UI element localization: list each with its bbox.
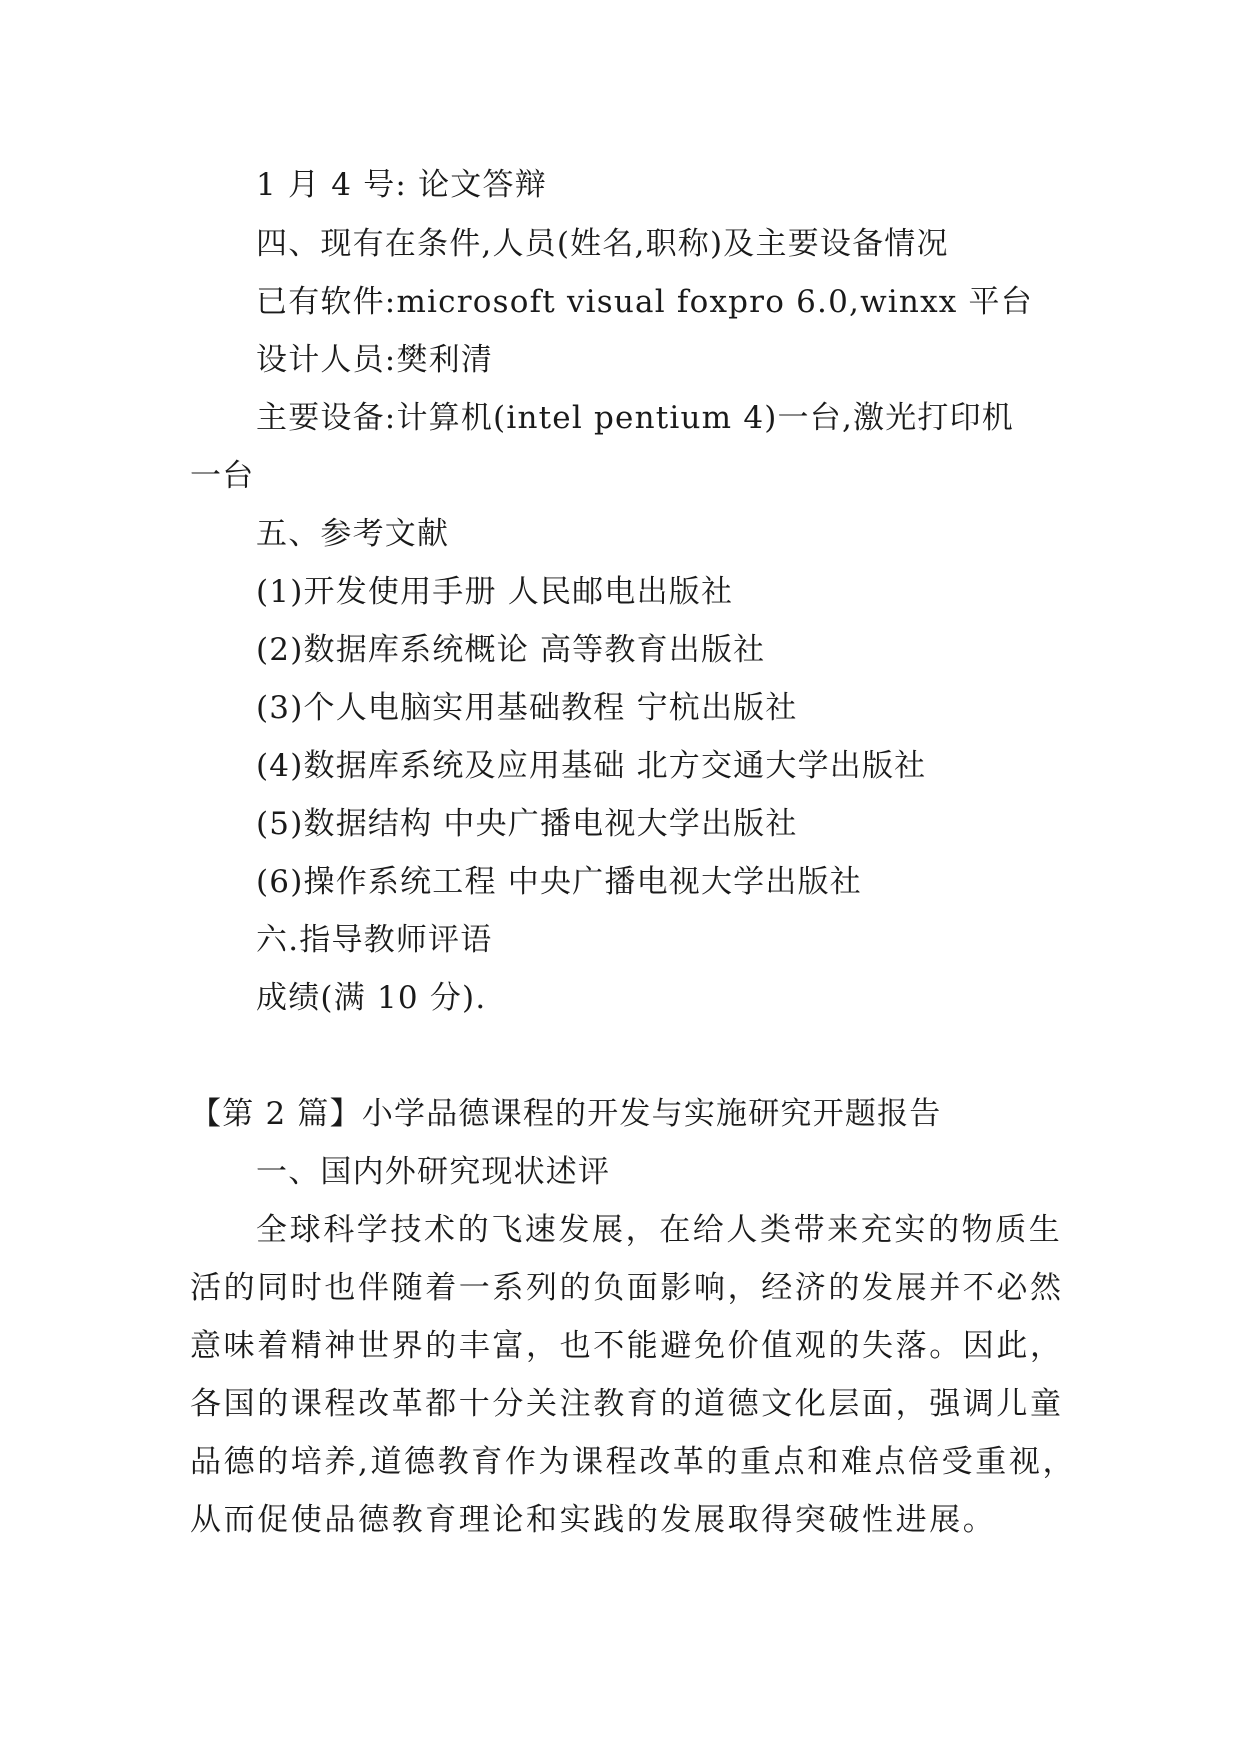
reference-item: (2)数据库系统概论 高等教育出版社 — [256, 632, 766, 668]
designer-line: 设计人员:樊利清 — [256, 342, 494, 378]
reference-item: (6)操作系统工程 中央广播电视大学出版社 — [256, 864, 862, 900]
equipment-line-continued: 一台 — [190, 458, 255, 494]
section-heading-references: 五、参考文献 — [256, 516, 450, 552]
paragraph-line: 活的同时也伴随着一系列的负面影响，经济的发展并不必然 — [190, 1270, 1064, 1306]
paragraph-line: 全球科学技术的飞速发展，在给人类带来充实的物质生 — [256, 1212, 1063, 1248]
reference-item: (5)数据结构 中央广播电视大学出版社 — [256, 806, 798, 842]
paragraph-line: 意味着精神世界的丰富，也不能避免价值观的失落。因此， — [190, 1328, 1064, 1364]
reference-item: (3)个人电脑实用基础教程 宁杭出版社 — [256, 690, 798, 726]
software-line: 已有软件:microsoft visual foxpro 6.0,winxx 平台 — [256, 284, 1033, 320]
section-heading-research-status: 一、国内外研究现状述评 — [256, 1154, 611, 1190]
score-line: 成绩(满 10 分). — [256, 980, 487, 1016]
equipment-line: 主要设备:计算机(intel pentium 4)一台,激光打印机 — [256, 400, 1015, 436]
paragraph-line: 品德的培养,道德教育作为课程改革的重点和难点倍受重视， — [190, 1444, 1077, 1480]
schedule-line: 1 月 4 号: 论文答辩 — [256, 167, 547, 203]
article-title: 【第 2 篇】小学品德课程的开发与实施研究开题报告 — [190, 1096, 942, 1132]
section-heading-conditions: 四、现有在条件,人员(姓名,职称)及主要设备情况 — [256, 226, 949, 262]
reference-item: (4)数据库系统及应用基础 北方交通大学出版社 — [256, 748, 927, 784]
reference-item: (1)开发使用手册 人民邮电出版社 — [256, 574, 734, 610]
section-heading-comments: 六.指导教师评语 — [256, 922, 493, 958]
paragraph-line: 从而促使品德教育理论和实践的发展取得突破性进展。 — [190, 1502, 997, 1538]
paragraph-line: 各国的课程改革都十分关注教育的道德文化层面，强调儿童 — [190, 1386, 1064, 1422]
